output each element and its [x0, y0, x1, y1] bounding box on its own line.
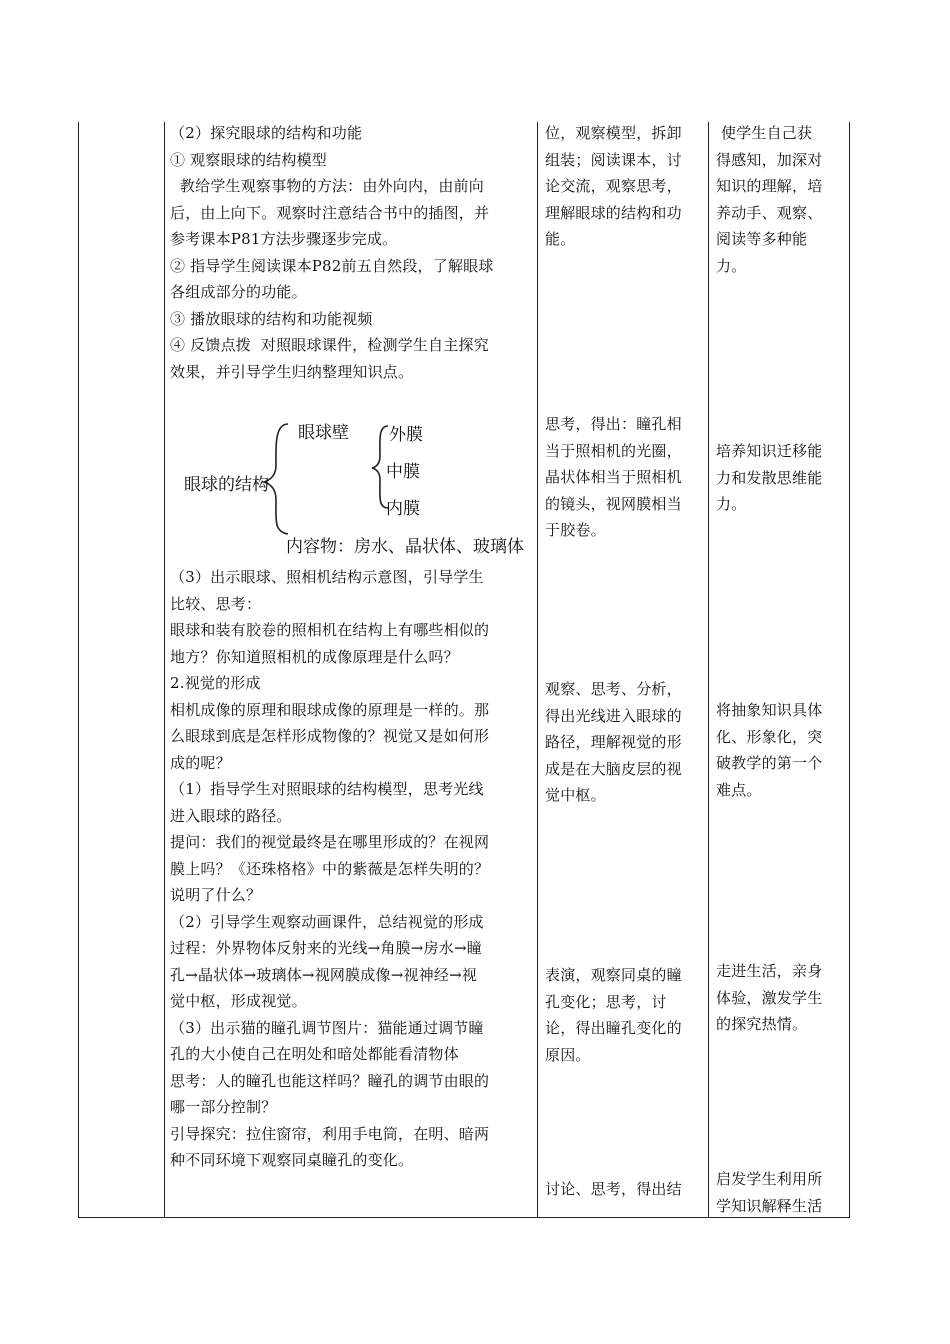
teacher-text-line: 眼球和装有胶卷的照相机在结构上有哪些相似的	[170, 621, 490, 639]
teacher-activity-block-2	[170, 564, 535, 1174]
design-intent-2	[716, 438, 846, 518]
teacher-text-line: 2.视觉的形成	[170, 674, 261, 692]
teacher-text-line: 参考课本P81方法步骤逐步完成。	[170, 230, 398, 248]
student-text-line: 成是在大脑皮层的视	[545, 759, 682, 778]
intent-text-line: 体验，激发学生	[716, 988, 823, 1007]
teacher-text-line: 觉中枢，形成视觉。	[170, 992, 307, 1010]
intent-text-line: 养动手、观察、	[716, 203, 823, 222]
teacher-activity-block-1	[170, 120, 535, 385]
teacher-text-line: 效果，并引导学生归纳整理知识点。	[170, 362, 414, 381]
intent-text-line: 知识的理解，培	[716, 177, 823, 195]
teacher-text-line: 思考：人的瞳孔也能这样吗？瞳孔的调节由眼的	[170, 1071, 490, 1090]
teacher-text-line: （3）出示眼球、照相机结构示意图，引导学生	[170, 568, 484, 586]
student-text-line: 孔变化；思考，讨	[545, 992, 667, 1011]
teacher-text-line: 地方？你知道照相机的成像原理是什么吗？	[170, 647, 459, 666]
diagram-root-label: 眼球的结构	[184, 475, 269, 495]
student-activity-5	[545, 1176, 705, 1203]
intent-text-line: 使学生自己获	[716, 124, 813, 142]
teacher-text-line: 说明了什么？	[170, 886, 262, 904]
intent-text-line: 力。	[716, 256, 747, 275]
table-border-right	[849, 122, 850, 1218]
teacher-text-line: 相机成像的原理和眼球成像的原理是一样的。那	[170, 700, 490, 719]
student-text-line: 组装；阅读课本，讨	[545, 150, 682, 169]
teacher-text-line: 提问：我们的视觉最终是在哪里形成的？在视网	[170, 833, 490, 851]
design-intent-4	[716, 958, 846, 1038]
diagram-middle-label: 中膜	[386, 462, 420, 482]
student-text-line: 能。	[545, 230, 576, 248]
intent-text-line: 启发学生利用所	[716, 1170, 823, 1188]
diagram-wall-label: 眼球壁	[298, 423, 349, 443]
teacher-text-line: 种不同环境下观察同桌瞳孔的变化。	[170, 1151, 414, 1169]
teacher-text-line: 孔的大小使自己在明处和暗处都能看清物体	[170, 1045, 459, 1063]
student-text-line: 得出光线进入眼球的	[545, 706, 682, 725]
student-activity-1	[545, 120, 705, 253]
student-activity-3	[545, 676, 705, 809]
intent-text-line: 力。	[716, 495, 747, 513]
intent-text-line: 破教学的第一个	[716, 754, 823, 772]
student-text-line: 原因。	[545, 1045, 591, 1064]
teacher-text-line: 比较、思考：	[170, 594, 262, 613]
table-divider-1	[164, 122, 165, 1218]
table-divider-2	[537, 122, 538, 1218]
diagram-outer-label: 外膜	[389, 425, 423, 445]
student-text-line: 理解眼球的结构和功	[545, 203, 682, 222]
intent-text-line: 得感知，加深对	[716, 150, 823, 169]
student-text-line: 讨论、思考，得出结	[545, 1180, 682, 1198]
teacher-text-line: 哪一部分控制？	[170, 1098, 277, 1116]
table-border-left	[78, 122, 79, 1218]
student-text-line: 位，观察模型，拆卸	[545, 124, 682, 142]
student-text-line: 于胶卷。	[545, 521, 606, 539]
teacher-text-line: 各组成部分的功能。	[170, 283, 307, 301]
diagram-inner-label: 内膜	[386, 499, 420, 519]
design-intent-5	[716, 1166, 846, 1219]
student-text-line: 晶状体相当于照相机	[545, 468, 682, 486]
teacher-text-line: 过程：外界物体反射来的光线→角膜→房水→瞳	[170, 939, 482, 957]
intent-text-line: 化、形象化，突	[716, 727, 823, 746]
teacher-text-line: ② 指导学生阅读课本P82前五自然段，了解眼球	[170, 256, 494, 275]
teacher-text-line: ④ 反馈点拨 对照眼球课件，检测学生自主探究	[170, 336, 489, 354]
design-intent-3	[716, 697, 846, 803]
teacher-text-line: ① 观察眼球的结构模型	[170, 150, 327, 169]
intent-text-line: 的探究热情。	[716, 1015, 808, 1033]
teacher-text-line: （1）指导学生对照眼球的结构模型，思考光线	[170, 780, 484, 798]
teacher-text-line: 教给学生观察事物的方法：由外向内，由前向	[170, 177, 484, 195]
intent-text-line: 走进生活，亲身	[716, 962, 823, 980]
intent-text-line: 培养知识迁移能	[716, 442, 823, 460]
teacher-text-line: （2）探究眼球的结构和功能	[170, 124, 363, 142]
teacher-text-line: 孔→晶状体→玻璃体→视网膜成像→视神经→视	[170, 965, 478, 984]
student-text-line: 觉中枢。	[545, 786, 606, 804]
intent-text-line: 将抽象知识具体	[716, 701, 823, 719]
teacher-text-line: 成的呢？	[170, 753, 231, 772]
student-text-line: 思考，得出：瞳孔相	[545, 415, 682, 433]
student-text-line: 的镜头，视网膜相当	[545, 494, 682, 513]
teacher-text-line: 膜上吗？《还珠格格》中的紫薇是怎样失明的？	[170, 859, 490, 878]
intent-text-line: 阅读等多种能	[716, 230, 808, 248]
student-text-line: 观察、思考、分析，	[545, 680, 682, 698]
diagram-contents-label: 内容物：房水、晶状体、玻璃体	[286, 537, 524, 557]
teacher-text-line: （3）出示猫的瞳孔调节图片：猫能通过调节瞳	[170, 1018, 484, 1037]
intent-text-line: 学知识解释生活	[716, 1196, 823, 1215]
student-text-line: 表演，观察同桌的瞳	[545, 966, 682, 984]
table-divider-3	[708, 122, 709, 1218]
student-text-line: 当于照相机的光圈，	[545, 441, 682, 460]
student-activity-2	[545, 411, 705, 544]
student-text-line: 路径，理解视觉的形	[545, 733, 682, 751]
teacher-text-line: （2）引导学生观察动画课件，总结视觉的形成	[170, 912, 484, 931]
teacher-text-line: ③ 播放眼球的结构和功能视频	[170, 309, 373, 328]
intent-text-line: 力和发散思维能	[716, 468, 823, 487]
teacher-text-line: 后，由上向下。观察时注意结合书中的插图，并	[170, 203, 490, 222]
student-text-line: 论，得出瞳孔变化的	[545, 1019, 682, 1037]
student-text-line: 论交流，观察思考，	[545, 177, 682, 195]
intent-text-line: 难点。	[716, 780, 762, 799]
teacher-text-line: 引导探究：拉住窗帘，利用手电筒，在明、暗两	[170, 1124, 490, 1143]
design-intent-1	[716, 120, 846, 279]
teacher-text-line: 进入眼球的路径。	[170, 806, 292, 825]
student-activity-4	[545, 962, 705, 1068]
teacher-text-line: 么眼球到底是怎样形成物像的？视觉又是如何形	[170, 727, 490, 745]
eye-structure-diagram	[170, 410, 535, 560]
